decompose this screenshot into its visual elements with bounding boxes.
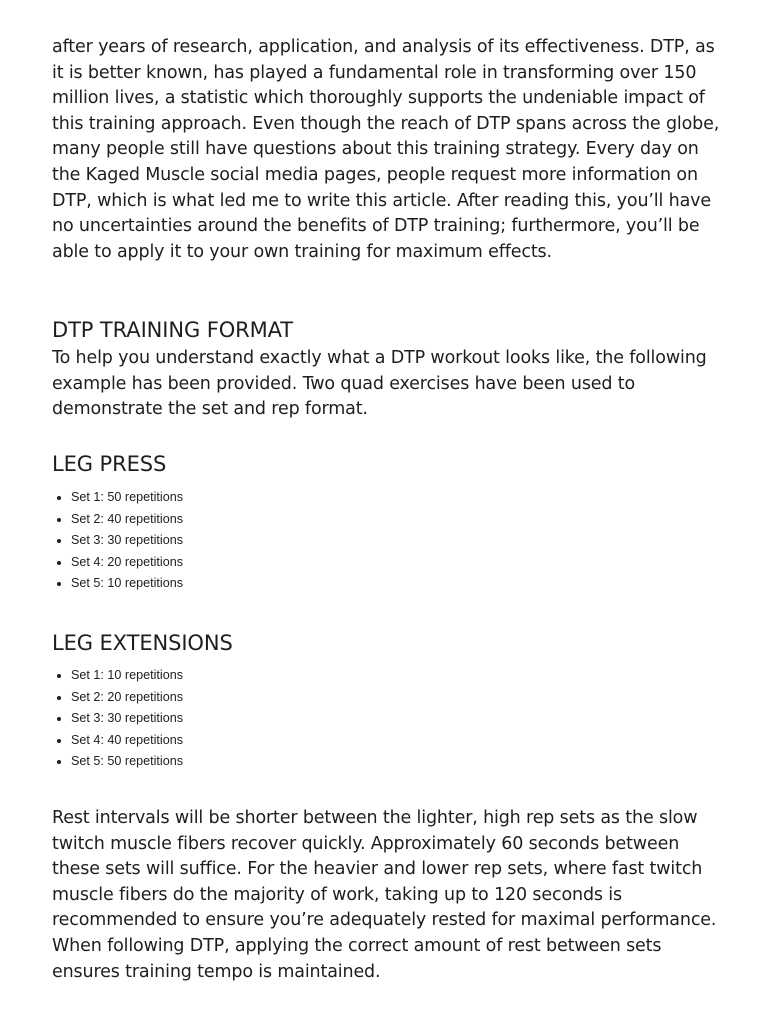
- bullet-icon: [57, 539, 61, 543]
- leg-press-set-list: [52, 487, 183, 595]
- list-item: [52, 687, 183, 709]
- set-label: Set 1: 10 repetitions: [71, 668, 184, 682]
- format-heading: DTP TRAINING FORMAT: [52, 318, 294, 342]
- set-label: Set 2: 40 repetitions: [71, 511, 184, 526]
- bullet-icon: [57, 582, 61, 586]
- list-item: [52, 751, 183, 773]
- bullet-icon: [57, 696, 61, 700]
- list-item: [52, 552, 183, 574]
- bullet-icon: [57, 760, 61, 764]
- set-label: Set 4: 40 repetitions: [71, 732, 184, 747]
- set-label: Set 5: 50 repetitions: [71, 754, 184, 768]
- bullet-icon: [57, 518, 61, 522]
- bullet-icon: [57, 717, 61, 721]
- leg-extensions-heading: LEG EXTENSIONS: [52, 631, 233, 655]
- bullet-icon: [57, 674, 61, 678]
- leg-extensions-set-list: [52, 665, 183, 773]
- set-label: Set 3: 30 repetitions: [71, 533, 184, 547]
- list-item: [52, 530, 183, 552]
- set-label: Set 1: 50 repetitions: [71, 490, 184, 504]
- bullet-icon: [57, 739, 61, 743]
- list-item: [52, 509, 183, 531]
- set-label: Set 4: 20 repetitions: [71, 554, 184, 569]
- list-item: [52, 730, 183, 752]
- set-label: Set 5: 10 repetitions: [71, 576, 184, 590]
- format-paragraph: To help you understand exactly what a DTP workout looks like, the following example has been provided. Two quad exercises have been used to demonstrate the set and rep format.: [52, 348, 707, 420]
- list-item: [52, 708, 183, 730]
- intro-paragraph: after years of research, application, and analysis of its effectiveness. DTP, as it is better known, has played a fundamental role in transforming over 150 million lives, a statistic which thoroughly supports the undeniable impact of this training approach. Even though the reach of DTP spans across the globe, many people still have questions about this training strategy. Every day on the Kaged Muscle social media pages, people request more information on DTP, which is what led me to write this article. After reading this, you’ll have no uncertainties around the benefits of DTP training; furthermore, you’ll be able to apply it to your own training for maximum effects.: [52, 37, 720, 262]
- leg-press-heading: LEG PRESS: [52, 452, 167, 476]
- list-item: [52, 573, 183, 595]
- set-label: Set 3: 30 repetitions: [71, 711, 184, 725]
- bullet-icon: [57, 561, 61, 565]
- list-item: [52, 487, 183, 509]
- rest-paragraph: Rest intervals will be shorter between the lighter, high rep sets as the slow twitch muscle fibers recover quickly. Approximately 60 seconds between these sets will suffice. For the heavier and lower rep sets, where fast twitch muscle fibers do the majority of work, taking up to 120 seconds is recommended to ensure you’re adequately rested for maximal performance. When following DTP, applying the correct amount of rest between sets ensures training tempo is maintained.: [52, 808, 717, 982]
- bullet-icon: [57, 496, 61, 500]
- list-item: [52, 665, 183, 687]
- set-label: Set 2: 20 repetitions: [71, 689, 184, 704]
